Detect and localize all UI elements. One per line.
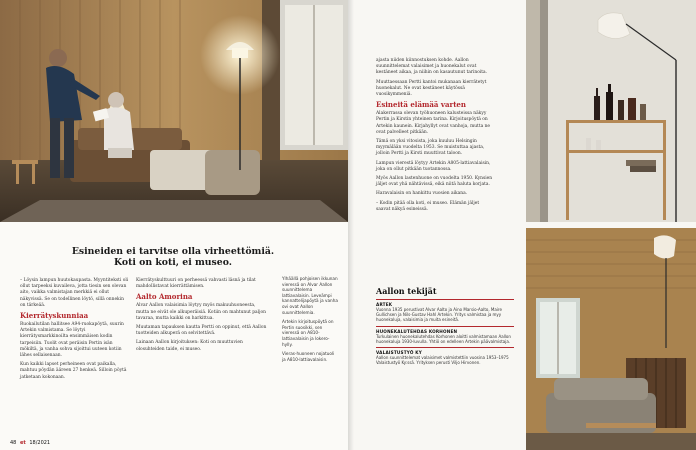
paragraph: Myös Aallon lastenhuone on vuodelta 1950. Kynsien jäljet ovat yhä nähtävissä, eikä niitä haluta korjata. [376, 176, 493, 188]
headline-line-1: Esineiden ei tarvitse olla virheettömiä. [71, 246, 275, 258]
paragraph: Alvar Aallon valaisimia löytyy myös makuuhuoneesta, mutta ne eivät ole alkuperäisiä. Kotiin on mahtunut paljon tavaraa, mutta kaikki on harkittua. [136, 303, 266, 321]
box-section-text: Turkulainen huonekalutehdas Korhonen aloitti valmistamaan Aallon huonekaluja 1930-luvulla. Yhtiö on edelleen Artekin päävalmistaja. [376, 333, 511, 344]
paragraph: Muuttaessaan Pertti kantoi mukanaan kierrätetyt huonekalut. Ne ovat kestäneet käytössä vuosikymmeniä. [376, 79, 487, 98]
aalto-makers-box [376, 286, 514, 368]
intro-paragraph: – Löysin lampun huutokaupasta. Myyntiteksti oli ollut tarpeeksi kuvaileva, jotta tiesin sen olevan aito, vaikka valmistajan merkkiä ei ollut näkyvissä. Se on todellinen löytö, sillä onnekin on tärkeää. [20, 278, 129, 308]
caption: Artekin kirjoituspöytä on Pertin suosikki, sen vieressä on A810-lattiavalaisin ja lokero-hylly. [282, 319, 334, 347]
photo-captions [282, 276, 338, 366]
section-heading-aalto-amorina: Aalto Amorina [136, 292, 193, 302]
box-title: Aallon tekijät [376, 286, 437, 296]
paragraph: ajasta niiden kiinnostuksen kohde. Aallon suunnittelemat valaisimet ja huonekalut ovat kestäneet aikaa, ja niihin on kasautunut tarinoita. [376, 58, 488, 76]
magazine-mark: et [19, 440, 26, 446]
left-column-2 [136, 278, 268, 356]
paragraph: Ruokailutilan hallitsee A94-ruokapöytä, suurin Artekin valmistama. Se löytyi kierrätysmarkkinoilta ensimmäisen kodin tarpeisiin. Tuolit ovat peräisin Pertin isän mökiltä, ja vanha sohva sijoittui uuteen kotiin lähes sellaisenaan. [20, 322, 124, 359]
box-section-title: VALAISTUSTYÖ KY [376, 350, 422, 356]
box-section-text: Vuonna 1935 perustivat Alvar Aalto ja Aino Marsio-Aalto, Maire Gullichsen ja Nils-Gustav Hahl Artekin. Yritys valmistaa ja myy huonekaluja, valaisimia ja muita esineitä. [376, 307, 502, 323]
page-number: 48 [10, 440, 17, 446]
headline-line-2: Koti on koti, ei museo. [114, 257, 232, 269]
paragraph: Kun kaikki lapset perheineen ovat paikalla, mahtuu pöydän ääreen 27 henkeä. Silloin pöytä jatketaan kokonaan. [20, 362, 127, 380]
box-section-text: Aallon suunnittelemat valaisimet valmistettiin vuosina 1953–1975 Valaistustyö Ky:ssä. Yrityksen perusti Viljo Hirvonen. [376, 355, 509, 366]
paragraph: Alakerrassa olevan työhuoneen kalusteissa näkyy Pertin ja Kirstin yhteinen tarina. Kirjoituspöytä on Artekin kaunein. Kirjahyllyt ovat vanhoja, mutta ne ovat palvelleet pitkään. [376, 111, 491, 135]
bedroom-photo [526, 228, 696, 450]
caption: Vieras-huoneen nojatuoli ja A810-lattiavalaisin. [282, 351, 335, 362]
box-section-title: ARTEK [376, 302, 393, 307]
left-column-1 [20, 278, 130, 384]
box-section-korhonen [376, 326, 514, 344]
page-folio [10, 440, 50, 446]
paragraph: Lampun vierestä löytyy Artekin A805-lattiavalaisin, joka on ollut pitkään tuotannossa. [376, 160, 491, 172]
paragraph: Muutaman tapauksen kautta Pertti on oppinut, että Aallon tuotteiden alkuperä on selvitettävä. [136, 325, 267, 337]
right-column [376, 58, 494, 216]
section-heading-kierratyskunniaa: Kierrätyskunniaa [20, 311, 89, 321]
gutter-shadow [348, 0, 354, 450]
caption: Ylhäällä pohjoisen ikkunan vieressä on Alvar Aallon suunnittelema lattiavalaisin. Leveämpi kannattelijapöytä ja vanha ovi ovat Aallon suunnittelemia. [282, 276, 338, 315]
shelf-photo [526, 0, 696, 222]
box-section-title: HUONEKALUTEHDAS KORHONEN [376, 328, 458, 334]
paragraph: Tämä on yksi vitosista, joka kuuluu Helsingin myymälään vuodelta 1953. Se muistuttaa ajasta, jolloin Pertti ja Kirsti muuttivat taloon. [376, 139, 485, 157]
paragraph: Kierrätyskulttuuri on perheessä vahvasti läsnä ja tilat mahdollistavat kierrättämisen. [136, 278, 256, 290]
section-heading-esineita: Esineitä elämää varten [376, 100, 466, 110]
living-room-photo [0, 0, 348, 222]
paragraph: – Kodin pitää olla koti, ei museo. Elämän jäljet saavat näkyä esineissä. [376, 200, 480, 212]
article-headline [18, 246, 328, 268]
box-section-artek [376, 299, 514, 323]
paragraph: Lainaan Aallon kirjoituksen: Koti on muuttuvien olosuhteiden taide, ei museo. [136, 340, 243, 352]
right-page [348, 0, 696, 450]
box-section-valaistustyo [376, 347, 514, 365]
issue-number: 18/2021 [29, 440, 51, 446]
paragraph: Haravalaisin on hankittu vuosien aikana. [376, 191, 468, 197]
